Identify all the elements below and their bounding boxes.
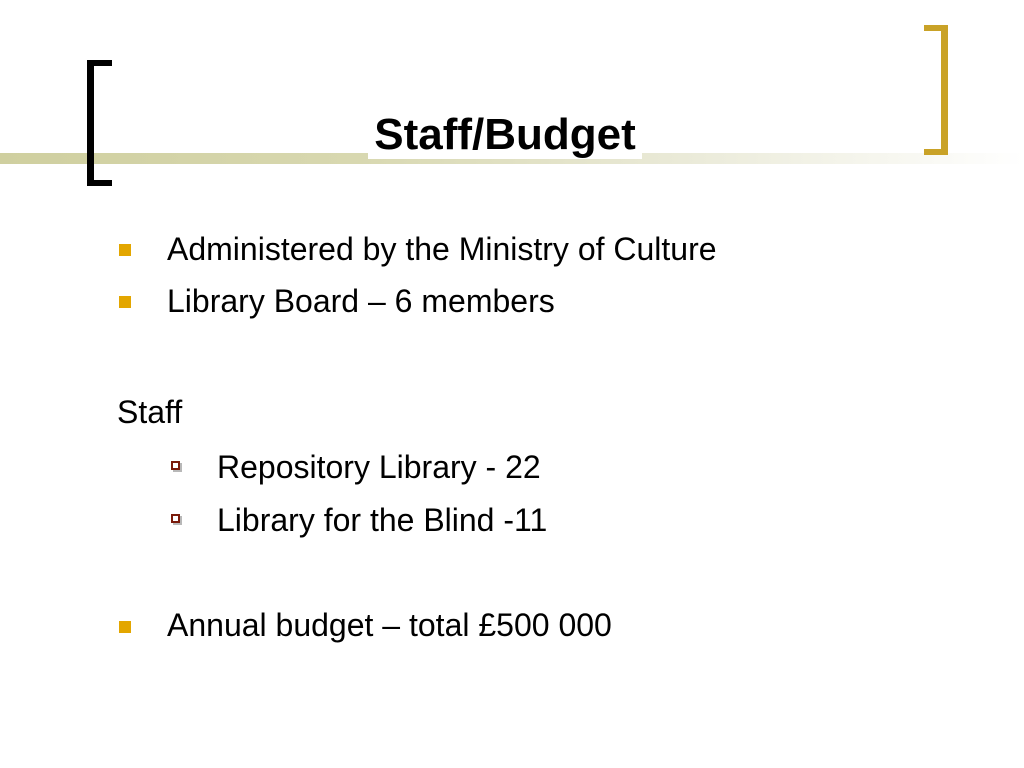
slide-title <box>200 106 810 164</box>
slide-title-text: Staff/Budget <box>368 110 642 159</box>
square-bullet-icon <box>119 621 131 633</box>
hollow-square-bullet-icon <box>171 514 180 523</box>
left-bracket-decoration <box>87 60 112 186</box>
square-bullet-icon <box>119 296 131 308</box>
bullet-text: Annual budget – total £500 000 <box>167 607 612 643</box>
square-bullet-icon <box>119 244 131 256</box>
hollow-square-bullet-icon <box>171 461 180 470</box>
staff-heading: Staff <box>117 394 183 430</box>
staff-item-text: Library for the Blind -11 <box>217 502 548 538</box>
bullet-text: Library Board – 6 members <box>167 283 555 319</box>
bullet-text: Administered by the Ministry of Culture <box>167 231 717 267</box>
staff-item-text: Repository Library - 22 <box>217 449 541 485</box>
right-bracket-decoration <box>924 25 948 155</box>
